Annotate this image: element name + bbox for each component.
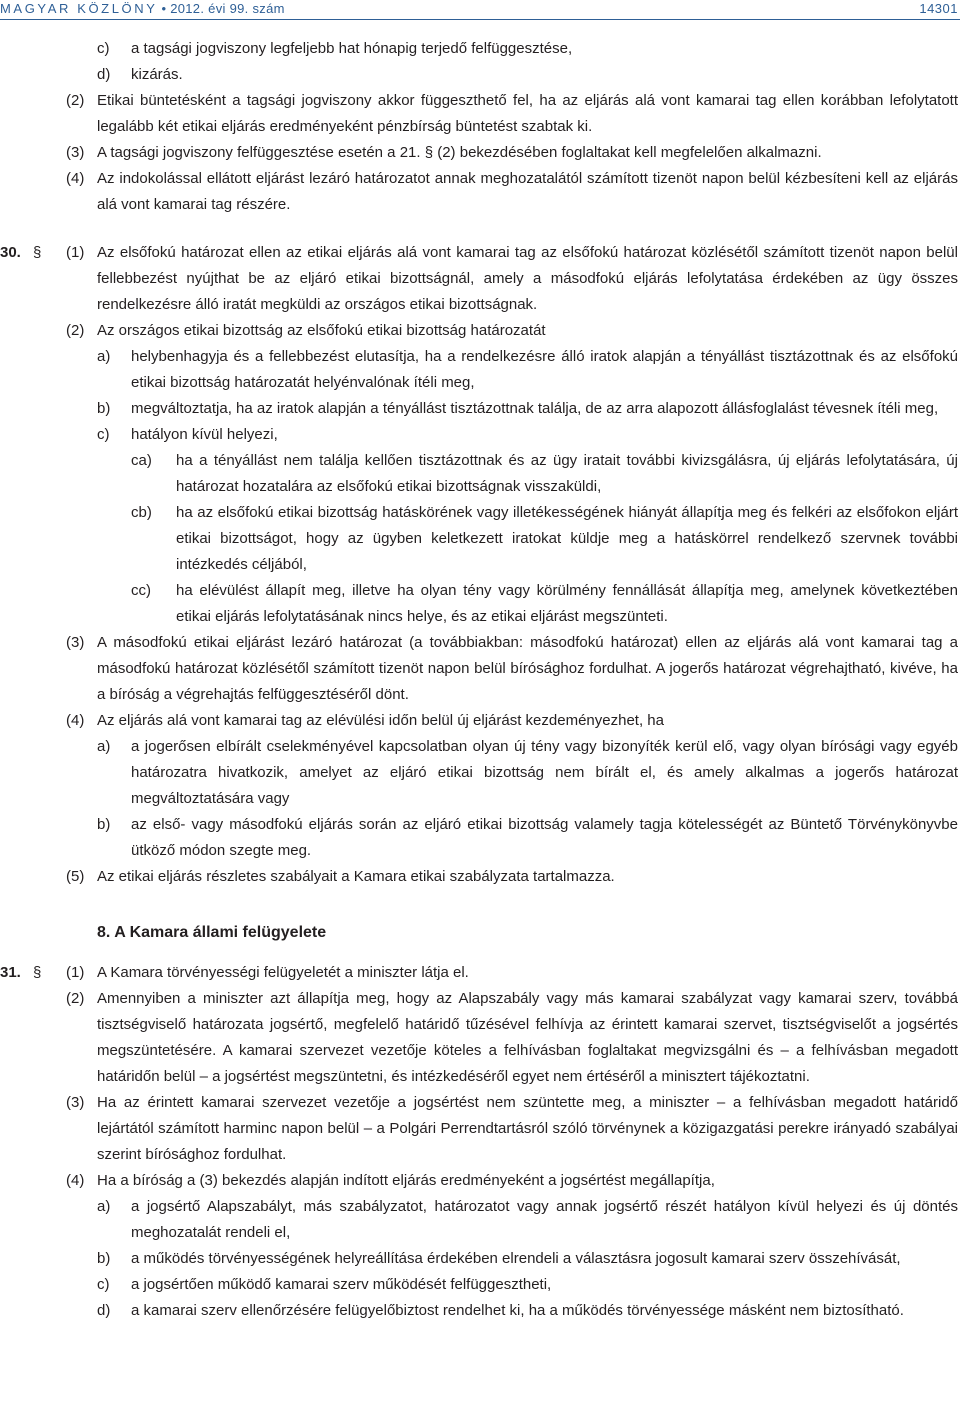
subsection-number: (5) [66, 868, 85, 885]
item-text: a működés törvényességének helyreállítása érdekében elrendeli a választásra jogosult kamarai szerv összehívását, [131, 1250, 901, 1267]
paragraph-subsection [0, 630, 960, 708]
header-rule [0, 19, 960, 20]
subsection-text: Az eljárás alá vont kamarai tag az elévülési időn belül új eljárást kezdeményezhet, ha [97, 712, 664, 729]
header-bullet: • [161, 1, 167, 16]
subsection-text: Ha a bíróság a (3) bekezdés alapján indított eljárás eredményeként a jogsértést megállapítja, [97, 1172, 715, 1189]
subsection-text: A másodfokú etikai eljárást lezáró határozat (a továbbiakban: másodfokú határozat) ellen az eljárás alá vont kamarai tag a másodfokú határozat közlésétől számított tizenöt napon belül bírósághoz fordulhat. A jogerős határozat végrehajtható, kivéve, ha a bíróság a végrehajtás felfüggesztéséről dönt. [97, 634, 958, 703]
list-item [0, 1246, 960, 1272]
sub-item-text: ha elévülést állapít meg, illetve ha olyan tény vagy körülmény fennállását állapítja meg, amelynek következtében etikai eljárás lefolytatásának nincs helye, és az etikai eljárást megszünteti. [176, 582, 958, 625]
paragraph-subsection [0, 318, 960, 344]
subsection-number: (4) [66, 170, 85, 187]
sub-item-text: ha az elsőfokú etikai bizottság hatáskörének vagy illetékességének hiányát állapítja meg és felkéri az elsőfokon eljárt etikai bizottságot, hogy az ügyben keletkezett iratokat küldje meg a hatáskörrel rendelkező szervnek további intézkedés céljából, [176, 504, 958, 573]
subsection-text: Ha az érintett kamarai szervezet vezetője a jogsértést nem szüntette meg, a miniszter – a felhívásban megadott határidő lejártától számított harminc napon belül – a Polgári Perrendtartásról szóló törvénynek a közigazgatási perekre irányadó szabályai szerint bírósághoz fordulhat. [97, 1094, 958, 1163]
item-number: c) [97, 40, 110, 57]
paragraph-subsection [0, 864, 960, 890]
item-number: c) [97, 426, 110, 443]
section-sign: § [33, 244, 42, 261]
item-number: a) [97, 738, 111, 755]
subsection-text: Az elsőfokú határozat ellen az etikai eljárás alá vont kamarai tag az elsőfokú határozat közlésétől számított tizenöt napon belül fellebbezést nyújthat be az eljáró etikai bizottságnál, amely a másodfokú eljárás lefolytatása érdekében az ügy összes rendelkezésre álló iratát megküldi az országos etikai bizottságnak. [97, 244, 958, 313]
subsection-number: (2) [66, 990, 85, 1007]
paragraph-subsection [0, 986, 960, 1090]
subsection-number: (2) [66, 92, 85, 109]
subsection-text: Az etikai eljárás részletes szabályait a Kamara etikai szabályzata tartalmazza. [97, 868, 615, 885]
section-31 [0, 960, 960, 986]
subsection-number: (4) [66, 1172, 85, 1189]
list-item [0, 62, 960, 88]
paragraph-subsection [0, 88, 960, 140]
item-number: d) [97, 1302, 111, 1319]
list-item [0, 1298, 960, 1324]
section-number: 31. [0, 964, 21, 981]
header-journal-info [0, 1, 285, 17]
subsection-text: Amennyiben a miniszter azt állapítja meg, hogy az Alapszabály vagy más kamarai szabályzat vagy kamarai szerv, továbbá tisztségviselő határozata jogsértő, megfelelő határidő tűzésével felhívja az érintett kamarai szervet, tisztségviselőt a jogsértés megszüntetésére. A kamarai szervezet vezetője köteles a felhívásban foglaltakat megvizsgálni és – a felhívásban megadott határidőn belül – a jogsértést megszüntetni, és intézkedéséről egyet nem értéséről a minisztert tájékoztatni. [97, 990, 958, 1085]
sub-item-number: ca) [131, 452, 152, 469]
item-text: az első- vagy másodfokú eljárás során az eljáró etikai bizottság valamely tagja kötelességét az Büntető Törvénykönyvbe ütköző módon szegte meg. [131, 816, 958, 859]
section-number: 30. [0, 244, 21, 261]
list-item [0, 344, 960, 396]
paragraph-subsection [0, 1168, 960, 1194]
section-spacer [0, 890, 960, 912]
item-text: a tagsági jogviszony legfeljebb hat hónapig terjedő felfüggesztése, [131, 40, 573, 57]
item-text: a kamarai szerv ellenőrzésére felügyelőbiztost rendelhet ki, ha a működés törvényessége másként nem biztosítható. [131, 1302, 904, 1319]
sub-item-number: cb) [131, 504, 152, 521]
item-number: a) [97, 348, 111, 365]
subsection-number: (1) [66, 244, 85, 261]
subsection-number: (3) [66, 1094, 85, 1111]
section-sign: § [33, 964, 42, 981]
chapter-heading: 8. A Kamara állami felügyelete [97, 924, 327, 941]
item-text: helybenhagyja és a fellebbezést elutasítja, ha a rendelkezésre álló iratok alapján a tényállást tisztázottnak és az elsőfokú etikai bizottság határozatát helyénvalónak ítéli meg, [131, 348, 958, 391]
item-number: a) [97, 1198, 111, 1215]
subsection-text: Az országos etikai bizottság az elsőfokú etikai bizottság határozatát [97, 322, 546, 339]
list-item [0, 1272, 960, 1298]
item-text: megváltoztatja, ha az iratok alapján a tényállást tisztázottnak találja, de az arra alapozott állásfoglalást tévesnek ítéli meg, [131, 400, 939, 417]
item-text: kizárás. [131, 66, 183, 83]
paragraph-subsection [0, 140, 960, 166]
item-text: a jogsértően működő kamarai szerv működését felfüggesztheti, [131, 1276, 552, 1293]
list-item [0, 734, 960, 812]
list-item [0, 36, 960, 62]
subsection-text: A Kamara törvényességi felügyeletét a miniszter látja el. [97, 964, 469, 981]
journal-title: MAGYAR KÖZLÖNY [0, 1, 158, 16]
subsection-number: (2) [66, 322, 85, 339]
sub-list-item [0, 448, 960, 500]
paragraph-subsection [0, 1090, 960, 1168]
document-body [0, 36, 960, 1324]
page-header [0, 0, 960, 20]
sub-list-item [0, 500, 960, 578]
subsection-number: (4) [66, 712, 85, 729]
item-text: a jogsértő Alapszabályt, más szabályzatot, határozatot vagy annak jogsértő részét hatályon kívül helyezi és új döntés meghozatalát rendeli el, [131, 1198, 958, 1241]
paragraph-subsection [0, 708, 960, 734]
section-spacer [0, 218, 960, 240]
subsection-number: (3) [66, 144, 85, 161]
item-number: b) [97, 400, 111, 417]
list-item [0, 422, 960, 448]
item-number: d) [97, 66, 111, 83]
item-number: c) [97, 1276, 110, 1293]
item-text: hatályon kívül helyezi, [131, 426, 278, 443]
subsection-text: A tagsági jogviszony felfüggesztése esetén a 21. § (2) bekezdésében foglaltakat kell megfelelően alkalmazni. [97, 144, 822, 161]
subsection-text: Az indokolással ellátott eljárást lezáró határozatot annak meghozatalától számított tizenöt napon belül kézbesíteni kell az eljárás alá vont kamarai tag részére. [97, 170, 958, 213]
subsection-number: (1) [66, 964, 85, 981]
sub-item-text: ha a tényállást nem találja kellően tisztázottnak és az ügy iratait további kivizsgálásra, új eljárás lefolytatására, új határozat hozatalára az elsőfokú etikai bizottságnak visszaküldi, [176, 452, 958, 495]
issue-label: 2012. évi 99. szám [170, 1, 285, 16]
section-30 [0, 240, 960, 318]
item-number: b) [97, 816, 111, 833]
list-item [0, 1194, 960, 1246]
sub-item-number: cc) [131, 582, 151, 599]
item-number: b) [97, 1250, 111, 1267]
item-text: a jogerősen elbírált cselekményével kapcsolatban olyan új tény vagy bizonyíték kerül elő, vagy olyan bírósági vagy egyéb határozatra hivatkozik, amelyet az eljáró etikai bizottság nem bírált el, és amely alkalmas a jogerős határozat megváltoztatására vagy [131, 738, 958, 807]
list-item [0, 812, 960, 864]
subsection-text: Etikai büntetésként a tagsági jogviszony akkor függeszthető fel, ha az eljárás alá vont kamarai tag ellen korábban lefolytatott legalább két etikai eljárás eredményeként pénzbírság büntetést szabtak ki. [97, 92, 958, 135]
paragraph-subsection [0, 166, 960, 218]
sub-list-item [0, 578, 960, 630]
page-number: 14301 [919, 1, 958, 16]
list-item [0, 396, 960, 422]
subsection-number: (3) [66, 634, 85, 651]
